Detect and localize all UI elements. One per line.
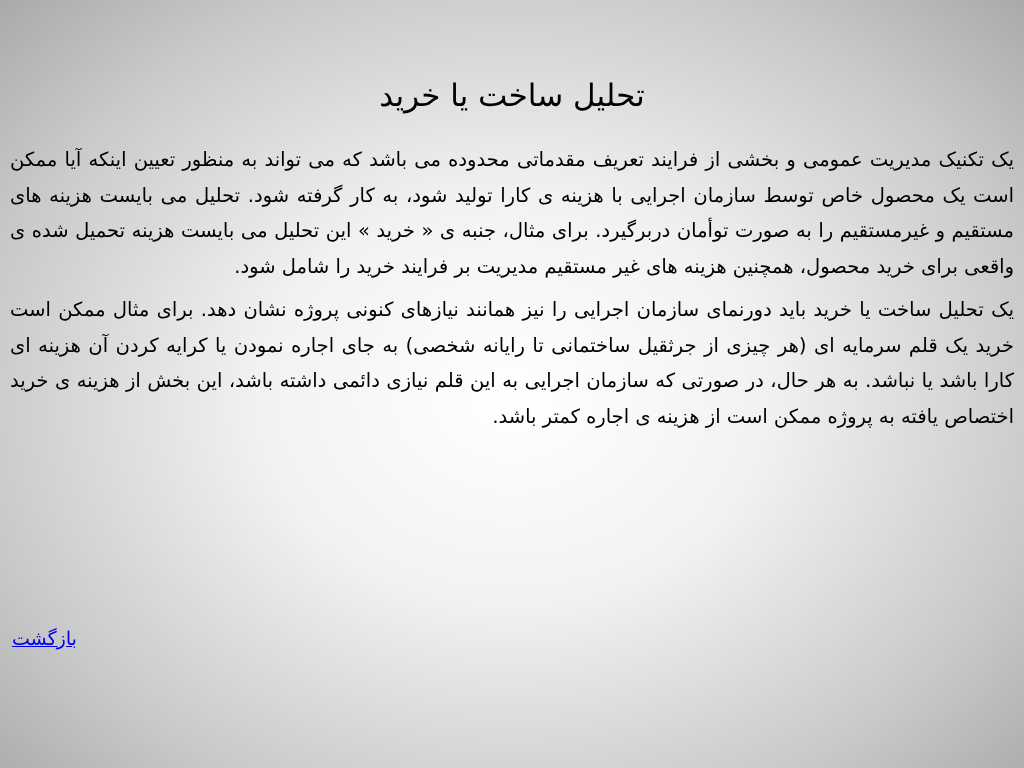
- slide-body: [10, 142, 1014, 442]
- back-link[interactable]: بازگشت: [12, 628, 77, 650]
- body-paragraph-2: یک تحلیل ساخت یا خرید باید دورنمای سازمان اجرایی را نیز همانند نیازهای کنونی پروژه نشان دهد. برای مثال ممکن است خرید یک قلم سرمایه ای (هر چیزی از جرثقیل ساختمانی تا رایانه شخصی) به جای اجاره نمودن یا کرایه کردن آن هزینه ای کارا باشد یا نباشد. به هر حال، در صورتی که سازمان اجرایی به این قلم نیازی دائمی داشته باشد، این بخش از هزینه ی خرید اختصاص یافته به پروژه ممکن است از هزینه ی اجاره کمتر باشد.: [10, 298, 1014, 428]
- slide-title: تحلیل ساخت یا خرید: [379, 78, 645, 114]
- body-paragraph-1: یک تکنیک مدیریت عمومی و بخشی از فرایند تعریف مقدماتی محدوده می باشد که می تواند به منظور تعیین اینکه آیا ممکن است یک محصول خاص توسط سازمان اجرایی با هزینه ی کارا تولید شود، به کار گرفته شود. تحلیل می بایست هزینه های مستقیم و غیرمستقیم را به صورت توأمان دربرگیرد. برای مثال، جنبه ی « خرید » این تحلیل می بایست هزینه تحمیل شده ی واقعی برای خرید محصول، همچنین هزینه های غیر مستقیم مدیریت بر فرایند خرید را شامل شود.: [10, 148, 1014, 278]
